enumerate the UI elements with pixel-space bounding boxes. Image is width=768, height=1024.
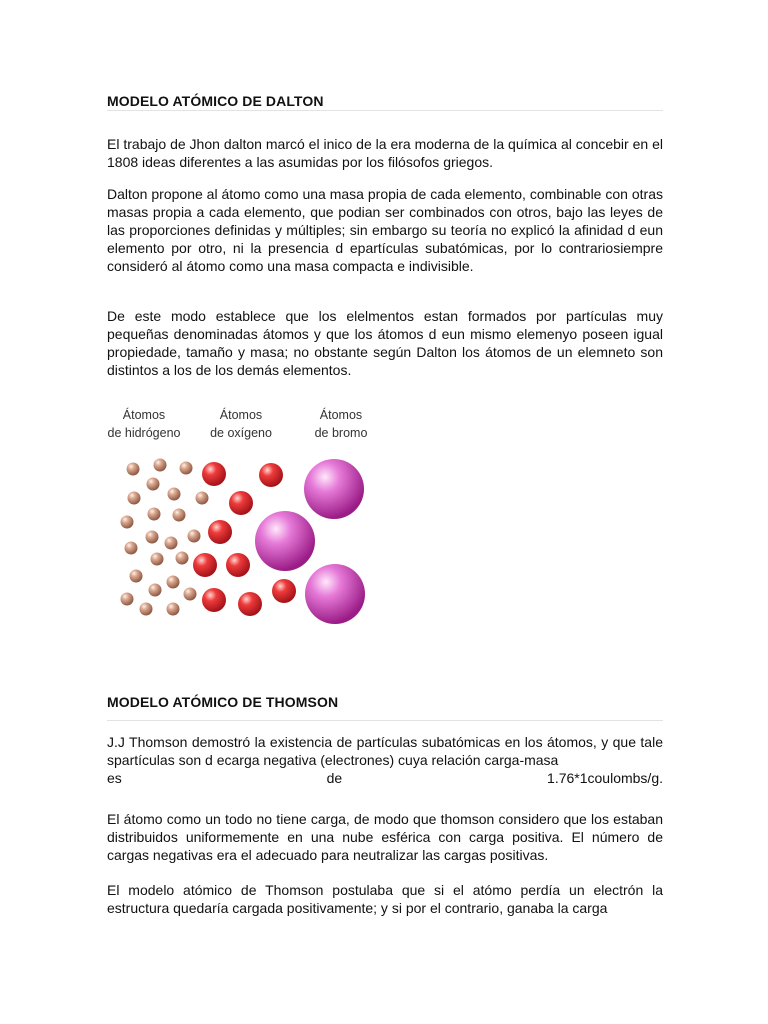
paragraph: El átomo como un todo no tiene carga, de modo que thomson considero que los estaban distribuidos uniformemente en una nube esférica con carga positiva. El número de cargas negativas era el adecuado para neutralizar las cargas positivas. xyxy=(107,811,663,863)
hydrogen-atom xyxy=(184,588,197,601)
hydrogen-atom xyxy=(167,576,180,589)
paragraph xyxy=(107,733,663,787)
hydrogen-atom xyxy=(180,462,193,475)
hydrogen-atom xyxy=(148,508,161,521)
divider xyxy=(107,720,663,721)
hydrogen-atom xyxy=(151,553,164,566)
paragraph: El trabajo de Jhon dalton marcó el inico de la era moderna de la química al concebir en el 1808 ideas diferentes a las asumidas por los filósofos griegos. xyxy=(107,136,663,170)
figure-label-line: Átomos xyxy=(122,408,166,422)
oxygen-atom xyxy=(272,579,296,603)
section-heading-thomson: MODELO ATÓMICO DE THOMSON xyxy=(107,694,339,710)
word: de xyxy=(326,770,343,786)
bromine-atom xyxy=(255,511,315,571)
figure-label-line: de hidrógeno xyxy=(107,426,181,440)
hydrogen-atom xyxy=(176,552,189,565)
oxygen-atom xyxy=(238,592,262,616)
paragraph: El modelo atómico de Thomson postulaba que si el atómo perdía un electrón la estructura quedaría cargada positivamente; y si por el contrario, ganaba la carga xyxy=(107,882,663,916)
bromine-atom xyxy=(304,459,364,519)
oxygen-atom xyxy=(202,588,226,612)
word: es xyxy=(107,770,122,786)
bromine-atom xyxy=(305,564,365,624)
atoms-illustration xyxy=(107,402,377,637)
hydrogen-atom xyxy=(130,570,143,583)
hydrogen-atom xyxy=(154,459,167,472)
word: 1.76*1coulombs/g. xyxy=(547,770,663,786)
section-heading-dalton: MODELO ATÓMICO DE DALTON xyxy=(107,93,324,109)
oxygen-atom xyxy=(226,553,250,577)
oxygen-atom xyxy=(193,553,217,577)
hydrogen-atom xyxy=(127,463,140,476)
hydrogen-atom xyxy=(188,530,201,543)
hydrogen-atom xyxy=(167,603,180,616)
hydrogen-atom xyxy=(146,531,159,544)
hydrogen-atom xyxy=(125,542,138,555)
figure-label-line: de oxígeno xyxy=(210,426,272,440)
divider xyxy=(107,110,663,111)
figure-label-line: de bromo xyxy=(314,426,368,440)
oxygen-atom xyxy=(229,491,253,515)
atoms-figure xyxy=(107,402,377,637)
hydrogen-atom xyxy=(128,492,141,505)
paragraph: De este modo establece que los elelmentos estan formados por partículas muy pequeñas denominadas átomos y que los átomos d eun mismo elemenyo poseen igual propiedade, tamaño y masa; no obstante según Dalton los átomos de un elemneto son distintos a los de los demás elementos. xyxy=(107,308,663,378)
paragraph-text: J.J Thomson demostró la existencia de partículas subatómicas en los átomos, y que tale spartículas son d ecarga negativa (electrones) cuya relación carga-masa xyxy=(107,734,663,768)
figure-label-line: Átomos xyxy=(319,408,363,422)
hydrogen-atom xyxy=(168,488,181,501)
oxygen-atom xyxy=(202,462,226,486)
hydrogen-atom xyxy=(140,603,153,616)
hydrogen-atom xyxy=(121,593,134,606)
paragraph: Dalton propone al átomo como una masa propia de cada elemento, combinable con otras masas propia a cada elemento, que podian ser combinados con otros, bajo las leyes de las proporciones definidas y múltiples; sin embargo su teoría no explicó la afinidad d eun elemento por otro, ni la presencia d epartículas subatómicas, por lo contrariosiempre consideró al átomo como una masa compacta e indivisible. xyxy=(107,186,663,274)
oxygen-atom xyxy=(208,520,232,544)
figure-label-line: Átomos xyxy=(219,408,263,422)
hydrogen-atom xyxy=(121,516,134,529)
hydrogen-atom xyxy=(147,478,160,491)
hydrogen-atom xyxy=(173,509,186,522)
oxygen-atom xyxy=(259,463,283,487)
hydrogen-atom xyxy=(196,492,209,505)
paragraph-last-line xyxy=(107,769,663,787)
hydrogen-atom xyxy=(149,584,162,597)
hydrogen-atom xyxy=(165,537,178,550)
